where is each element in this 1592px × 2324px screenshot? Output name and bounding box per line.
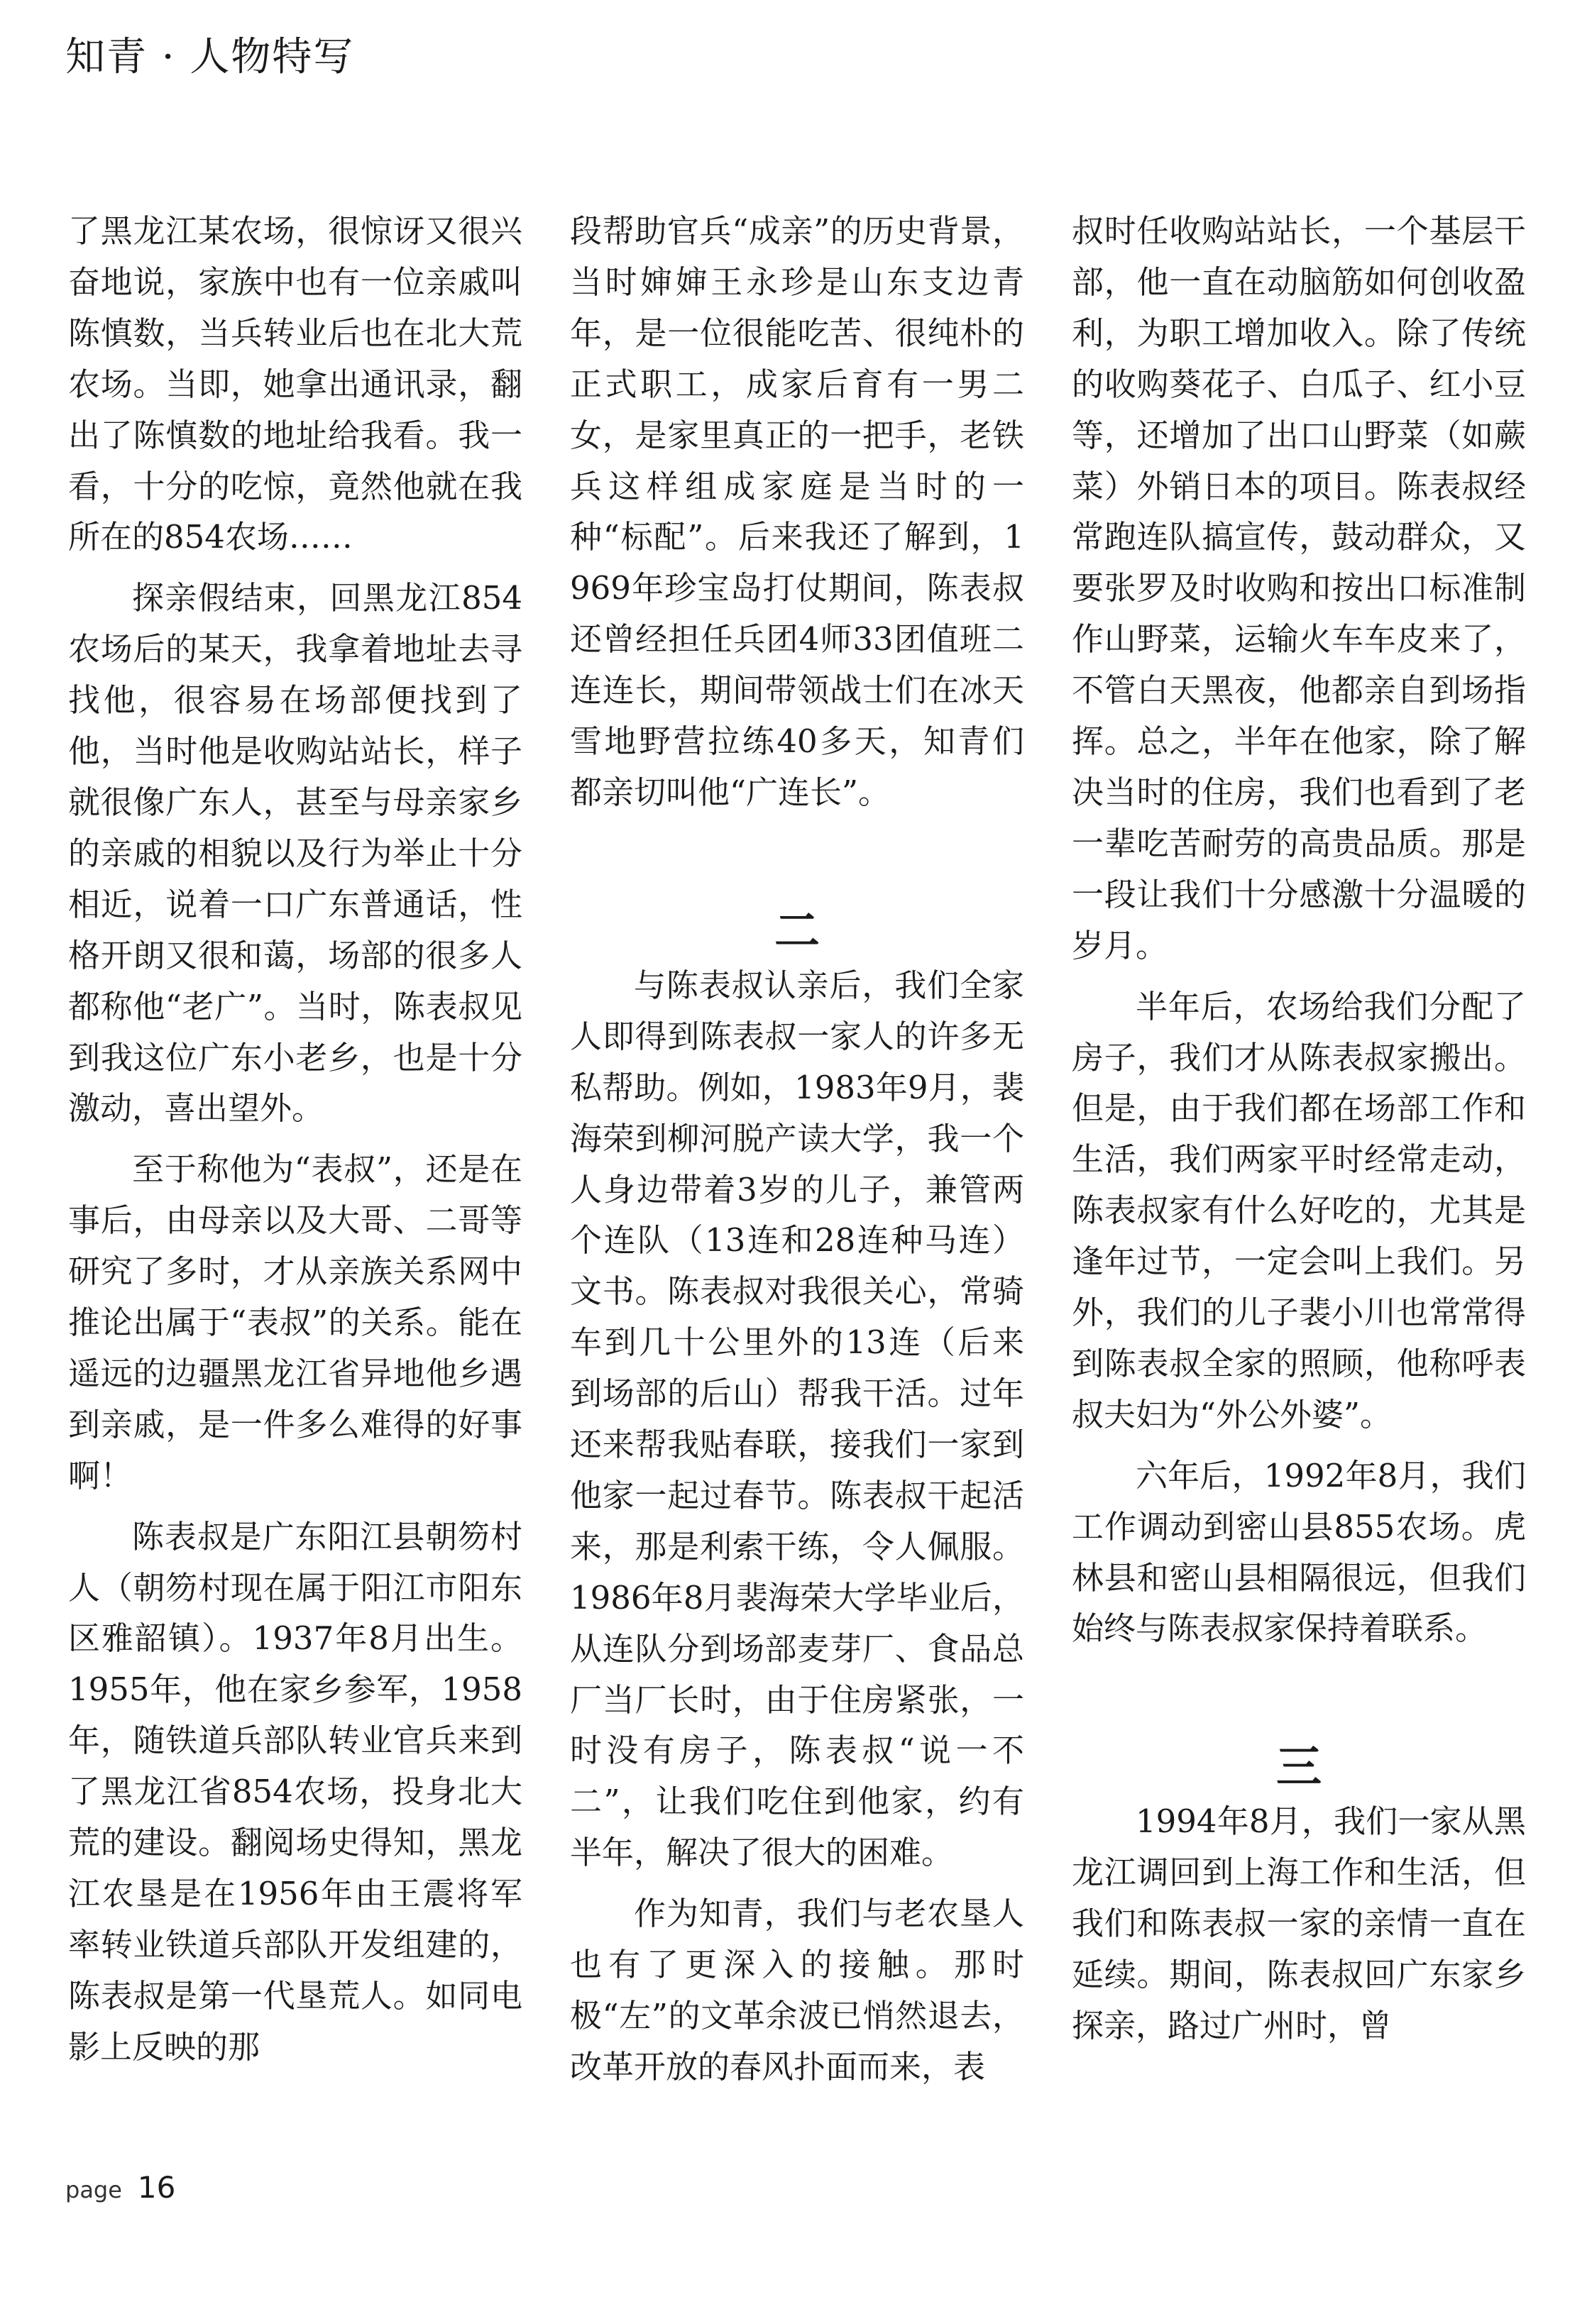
paragraph: 段帮助官兵“成亲”的历史背景，当时婶婶王永珍是山东支边青年，是一位很能吃苦、很纯朴的正式职工，成家后育有一男二女，是家里真正的一把手，老铁兵这样组成家庭是当时的一种“标配”。后来我还了解到，1969年珍宝岛打仗期间，陈表叔还曾经担任兵团4师33团值班二连连长，期间带领战士们在冰天雪地野营拉练40多天，知青们都亲切叫他“广连长”。 <box>570 212 1024 811</box>
paragraph: 1994年8月，我们一家从黑龙江调回到上海工作和生活，但我们和陈表叔一家的亲情一直在延续。期间，陈表叔回广东家乡探亲，路过广州时，曾 <box>1072 1802 1526 2044</box>
section-heading-3: 三 <box>1276 1741 1322 1795</box>
article-column-1 <box>68 206 522 2073</box>
paragraph: 陈表叔是广东阳江县朝笏村人（朝笏村现在属于阳江市阳东区雅韶镇）。1937年8月出生。1955年，他在家乡参军，1958年，随铁道兵部队转业官兵来到了黑龙江省854农场，投身北大荒的建设。翻阅场史得知，黑龙江农垦是在1956年由王震将军率转业铁道兵部队开发组建的，陈表叔是第一代垦荒人。如同电影上反映的那 <box>68 1517 522 2066</box>
page-label: page <box>65 2176 122 2203</box>
page-footer <box>65 2170 175 2205</box>
article-column-3 <box>1072 206 1526 2052</box>
paragraph: 了黑龙江某农场，很惊讶又很兴奋地说，家族中也有一位亲戚叫陈慎数，当兵转业后也在北大荒农场。当即，她拿出通讯录，翻出了陈慎数的地址给我看。我一看，十分的吃惊，竟然他就在我所在的854农场…… <box>68 212 522 556</box>
page-number: 16 <box>137 2170 176 2205</box>
section-heading-2: 二 <box>774 905 820 958</box>
paragraph: 半年后，农场给我们分配了房子，我们才从陈表叔家搬出。但是，由于我们都在场部工作和生活，我们两家平时经常走动，陈表叔家有什么好吃的，尤其是逢年过节，一定会叫上我们。另外，我们的儿子裴小川也常常得到陈表叔全家的照顾，他称呼表叔夫妇为“外公外婆”。 <box>1072 987 1526 1433</box>
paragraph: 至于称他为“表叔”，还是在事后，由母亲以及大哥、二哥等研究了多时，才从亲族关系网中推论出属于“表叔”的关系。能在遥远的边疆黑龙江省异地他乡遇到亲戚，是一件多么难得的好事啊！ <box>68 1150 522 1494</box>
paragraph: 六年后，1992年8月，我们工作调动到密山县855农场。虎林县和密山县相隔很远，但我们始终与陈表叔家保持着联系。 <box>1072 1456 1526 1648</box>
paragraph: 与陈表叔认亲后，我们全家人即得到陈表叔一家人的许多无私帮助。例如，1983年9月，裴海荣到柳河脱产读大学，我一个人身边带着3岁的儿子，兼管两个连队（13连和28连种马连）文书。陈表叔对我很关心，常骑车到几十公里外的13连（后来到场部的后山）帮我干活。过年还来帮我贴春联，接我们一家到他家一起过春节。陈表叔干起活来，那是利索干练，令人佩服。1986年8月裴海荣大学毕业后，从连队分到场部麦芽厂、食品总厂当厂长时，由于住房紧张，一时没有房子，陈表叔“说一不二”，让我们吃住到他家，约有半年，解决了很大的困难。 <box>570 966 1024 1872</box>
paragraph: 探亲假结束，回黑龙江854农场后的某天，我拿着地址去寻找他，很容易在场部便找到了他，当时他是收购站站长，样子就很像广东人，甚至与母亲家乡的亲戚的相貌以及行为举止十分相近，说着一口广东普通话，性格开朗又很和蔼，场部的很多人都称他“老广”。当时，陈表叔见到我这位广东小老乡，也是十分激动，喜出望外。 <box>68 579 522 1128</box>
article-column-2 <box>570 206 1024 2093</box>
paragraph: 叔时任收购站站长，一个基层干部，他一直在动脑筋如何创收盈利，为职工增加收入。除了传统的收购葵花子、白瓜子、红小豆等，还增加了出口山野菜（如蕨菜）外销日本的项目。陈表叔经常跑连队搞宣传，鼓动群众，又要张罗及时收购和按出口标准制作山野菜，运输火车车皮来了，不管白天黑夜，他都亲自到场指挥。总之，半年在他家，除了解决当时的住房，我们也看到了老一辈吃苦耐劳的高贵品质。那是一段让我们十分感激十分温暖的岁月。 <box>1072 212 1526 964</box>
section-label: 知青 · 人物特写 <box>65 34 355 80</box>
paragraph: 作为知青，我们与老农垦人也有了更深入的接触。那时极“左”的文革余波已悄然退去，改革开放的春风扑面而来，表 <box>570 1895 1024 2086</box>
